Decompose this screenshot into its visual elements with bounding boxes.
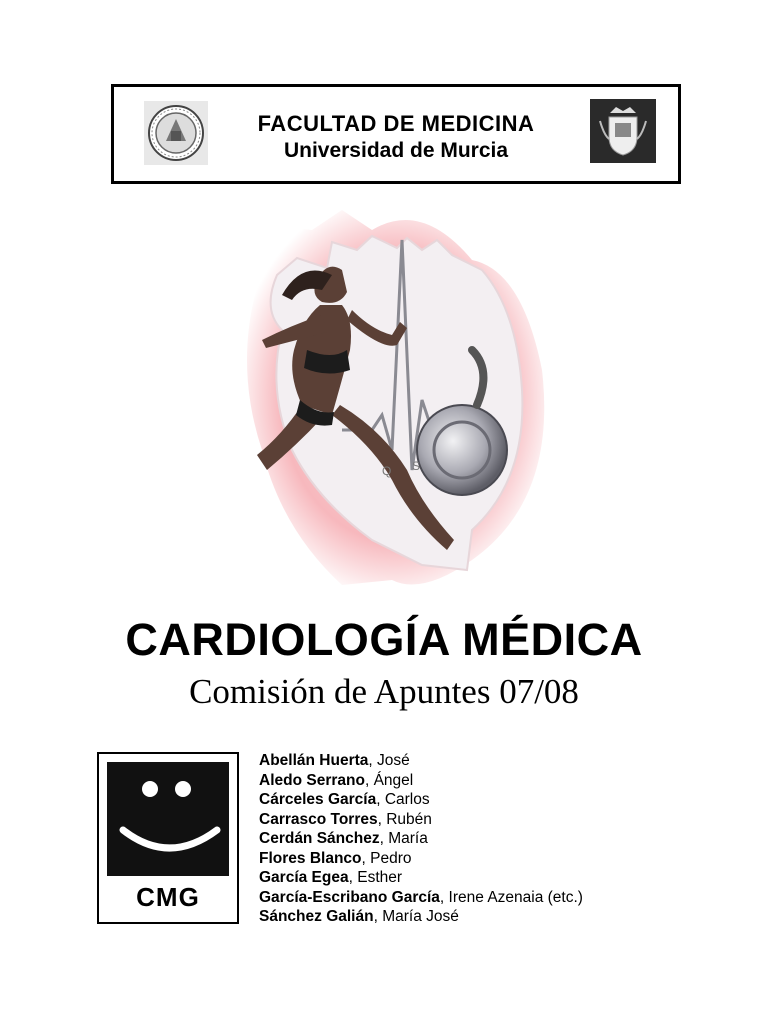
header-text (226, 87, 566, 163)
cmg-logo-text: CMG (136, 882, 200, 912)
author-row: Carrasco Torres, Rubén (259, 810, 432, 828)
author-surname: Cárceles García (259, 791, 377, 808)
author-row: García-Escribano García, Irene Azenaia (etc.) (259, 888, 583, 906)
heart-athlete-stethoscope-illustration (222, 200, 562, 600)
svg-text:Q: Q (382, 464, 392, 478)
author-row: Flores Blanco, Pedro (259, 849, 412, 867)
author-given-name: Rubén (386, 810, 432, 828)
authors-list (259, 751, 583, 927)
university-name: Universidad de Murcia (283, 139, 509, 162)
author-surname: García Egea (259, 869, 349, 886)
author-row: García Egea, Esther (259, 869, 403, 886)
header-box (111, 84, 681, 184)
university-seal-icon (144, 101, 208, 165)
author-row: Cárceles García, Carlos (259, 791, 430, 808)
coat-of-arms-icon (590, 99, 656, 163)
document-subtitle: Comisión de Apuntes 07/08 (189, 672, 579, 711)
author-given-name: José (377, 752, 410, 769)
author-given-name: María (388, 830, 428, 847)
author-surname: Abellán Huerta (259, 752, 369, 769)
author-given-name: María José (382, 908, 459, 925)
author-surname: Flores Blanco (259, 849, 362, 867)
author-surname: García-Escribano García (259, 888, 440, 906)
author-given-name: Esther (357, 869, 403, 886)
document-title: CARDIOLOGÍA MÉDICA (125, 614, 643, 665)
author-row: Cerdán Sánchez, María (259, 830, 428, 847)
svg-text:S: S (412, 459, 421, 473)
author-given-name: Irene Azenaia (etc.) (448, 888, 583, 906)
cmg-logo (97, 752, 239, 924)
author-row: Aledo Serrano, Ángel (259, 771, 414, 789)
author-surname: Carrasco Torres (259, 810, 378, 828)
faculty-name: FACULTAD DE MEDICINA (257, 111, 535, 136)
author-given-name: Ángel (373, 771, 414, 789)
author-given-name: Pedro (370, 849, 412, 867)
author-surname: Sánchez Galián (259, 908, 374, 925)
author-surname: Cerdán Sánchez (259, 830, 380, 847)
author-row: Sánchez Galián, María José (259, 908, 459, 925)
author-surname: Aledo Serrano (259, 771, 365, 789)
author-row: Abellán Huerta, José (259, 752, 410, 769)
author-given-name: Carlos (384, 791, 430, 808)
